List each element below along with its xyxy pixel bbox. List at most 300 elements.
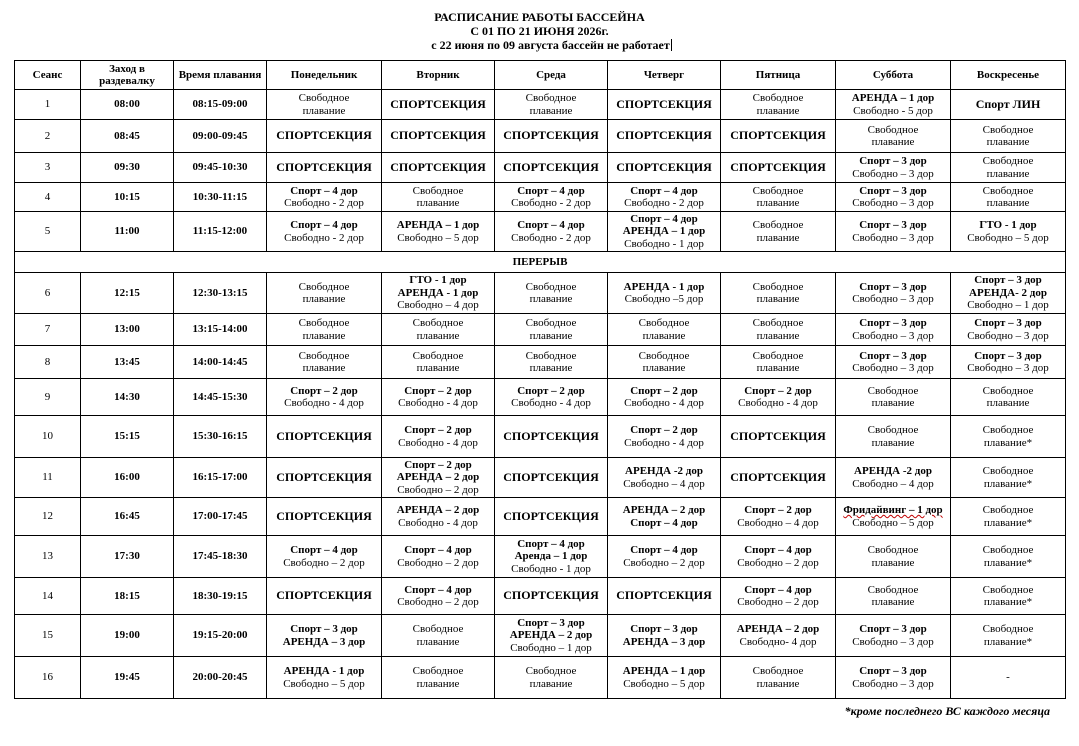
free-swim-text: Свободное	[982, 123, 1034, 136]
free-swim-text: Свободно – 3 дор	[852, 231, 934, 244]
lane-allocation: АРЕНДА – 3 дор	[282, 635, 366, 648]
lane-allocation: Спорт – 2 дор	[290, 384, 358, 397]
free-swim-text: Свободно - 4 дор	[398, 436, 478, 449]
free-swim-text: Свободное	[412, 184, 464, 197]
lane-allocation: Спорт – 4 дор	[404, 544, 472, 556]
table-row	[15, 273, 1066, 314]
free-swim-text: Свободное	[752, 665, 804, 677]
free-swim-text: Свободно – 3 дор	[852, 635, 934, 648]
entry-time: 08:45	[81, 120, 174, 153]
day-cell	[836, 458, 951, 498]
day-cell	[608, 212, 721, 252]
swim-time: 14:45-15:30	[174, 379, 267, 416]
swim-time: 12:30-13:15	[174, 273, 267, 314]
lane-allocation: Спорт – 3 дор	[859, 623, 927, 635]
free-swim-text: Свободное	[982, 544, 1034, 556]
day-cell	[267, 498, 382, 536]
free-swim-text: Свободное	[525, 92, 577, 104]
lane-allocation: Спорт – 4 дор	[290, 544, 358, 556]
lane-allocation: АРЕНДА - 1 дор	[397, 286, 479, 299]
free-swim-text: Свободное	[982, 583, 1034, 596]
swim-time: 18:30-19:15	[174, 578, 267, 615]
free-swim-text: плавание	[986, 136, 1030, 148]
table-row	[15, 183, 1066, 212]
day-cell	[267, 346, 382, 379]
session-number: 11	[15, 458, 81, 498]
free-swim-text: Свободное	[752, 92, 804, 104]
day-cell	[382, 615, 495, 657]
header-title: РАСПИСАНИЕ РАБОТЫ БАССЕЙНА	[434, 10, 645, 24]
free-swim-text: Свободно - 2 дор	[624, 197, 704, 209]
swim-time: 11:15-12:00	[174, 212, 267, 252]
day-cell	[495, 458, 608, 498]
table-row	[15, 120, 1066, 153]
day-cell	[495, 578, 608, 615]
free-swim-text: Свободно – 3 дор	[852, 677, 934, 690]
sport-section-label: СПОРТСЕКЦИЯ	[730, 428, 826, 443]
lane-allocation: Спорт – 3 дор	[859, 184, 927, 197]
free-swim-text: плавание	[871, 436, 915, 449]
day-cell	[495, 153, 608, 183]
free-swim-text: Свободное	[298, 349, 350, 362]
lane-allocation: Спорт – 4 дор	[517, 537, 585, 550]
entry-time: 13:00	[81, 314, 174, 346]
entry-time: 16:45	[81, 498, 174, 536]
table-row	[15, 90, 1066, 120]
day-cell	[836, 120, 951, 153]
break-label: ПЕРЕРЫВ	[15, 252, 1066, 273]
day-cell	[951, 90, 1066, 120]
day-cell	[267, 314, 382, 346]
free-swim-text: Свободно – 3 дор	[967, 329, 1049, 342]
swim-time: 20:00-20:45	[174, 657, 267, 699]
day-cell	[608, 615, 721, 657]
day-cell	[951, 314, 1066, 346]
lane-allocation: Спорт – 2 дор	[744, 504, 812, 516]
day-cell	[721, 578, 836, 615]
entry-time: 19:45	[81, 657, 174, 699]
lane-allocation: Спорт – 4 дор	[290, 184, 358, 197]
header-closure-text: с 22 июня по 09 августа бассейн не работает	[431, 38, 670, 52]
day-cell	[495, 273, 608, 314]
break-row	[15, 252, 1066, 273]
lane-allocation: Спорт – 3 дор	[859, 349, 927, 362]
lane-allocation: АРЕНДА - 1 дор	[623, 280, 705, 293]
sport-section-label: СПОРТСЕКЦИЯ	[276, 588, 372, 603]
free-swim-text: плавание	[642, 329, 686, 342]
free-swim-text: Свободно – 3 дор	[967, 362, 1049, 374]
free-swim-text: Свободно – 1 дор	[510, 641, 592, 654]
free-swim-text: Свободно – 4 дор	[623, 477, 705, 490]
free-swim-text: Свободное	[412, 623, 464, 635]
day-cell	[951, 183, 1066, 212]
free-swim-text: плавание	[529, 677, 573, 690]
free-swim-text: плавание	[756, 231, 800, 244]
free-swim-text: Свободное	[638, 317, 690, 329]
day-cell	[721, 615, 836, 657]
entry-time: 09:30	[81, 153, 174, 183]
session-number: 14	[15, 578, 81, 615]
lane-allocation: Спорт – 3 дор	[630, 623, 698, 635]
free-swim-text: Свободно – 2 дор	[737, 556, 819, 569]
day-cell	[721, 212, 836, 252]
day-cell	[382, 498, 495, 536]
free-swim-text: Свободно – 2 дор	[283, 556, 365, 569]
swim-time: 14:00-14:45	[174, 346, 267, 379]
free-swim-text: Свободно – 2 дор	[397, 483, 479, 496]
free-swim-text: Свободное	[525, 665, 577, 677]
day-cell	[495, 183, 608, 212]
sport-section-label: СПОРТСЕКЦИЯ	[730, 159, 826, 174]
free-swim-text: Свободное	[867, 583, 919, 596]
sport-section-label: СПОРТСЕКЦИЯ	[616, 159, 712, 174]
column-header: Суббота	[836, 61, 951, 90]
day-cell	[951, 615, 1066, 657]
free-swim-text: Свободно – 2 дор	[737, 596, 819, 608]
free-swim-text: плавание	[871, 596, 915, 608]
free-swim-text: плавание	[302, 362, 346, 374]
free-swim-text: плавание	[871, 556, 915, 569]
day-cell	[608, 416, 721, 458]
day-cell	[836, 578, 951, 615]
sport-section-label: СПОРТСЕКЦИЯ	[616, 588, 712, 603]
swim-time: 17:45-18:30	[174, 536, 267, 578]
lane-allocation: Спорт – 2 дор	[630, 384, 698, 397]
free-swim-text: Свободно – 4 дор	[397, 299, 479, 312]
day-cell	[495, 379, 608, 416]
day-cell	[267, 273, 382, 314]
sport-section-label: СПОРТСЕКЦИЯ	[503, 428, 599, 443]
free-swim-text: плавание	[642, 362, 686, 374]
day-cell	[382, 458, 495, 498]
day-cell	[951, 536, 1066, 578]
free-swim-text: плавание*	[983, 596, 1033, 608]
free-swim-text: Свободно - 4 дор	[398, 397, 478, 409]
lane-allocation: Спорт – 2 дор	[404, 424, 472, 436]
sport-section-label: СПОРТСЕКЦИЯ	[616, 96, 712, 111]
day-cell	[267, 183, 382, 212]
day-cell	[382, 346, 495, 379]
free-swim-text: плавание	[756, 362, 800, 374]
free-swim-text: Свободно – 3 дор	[852, 197, 934, 209]
day-cell	[721, 536, 836, 578]
free-swim-text: Свободно – 3 дор	[852, 329, 934, 342]
table-row	[15, 346, 1066, 379]
lane-allocation: Спорт – 4 дор	[744, 544, 812, 556]
column-header: Четверг	[608, 61, 721, 90]
free-swim-text: Свободное	[752, 349, 804, 362]
day-cell	[721, 657, 836, 699]
lane-allocation: Спорт – 4 дор	[744, 583, 812, 596]
lane-allocation: АРЕНДА – 2 дор	[509, 629, 593, 642]
day-cell	[721, 346, 836, 379]
column-header: Вторник	[382, 61, 495, 90]
session-number: 9	[15, 379, 81, 416]
day-cell	[836, 379, 951, 416]
table-row	[15, 578, 1066, 615]
footnote: *кроме последнего ВС каждого месяца	[844, 704, 1050, 718]
table-row	[15, 536, 1066, 578]
free-swim-text: плавание	[529, 293, 573, 305]
day-cell	[382, 183, 495, 212]
entry-time: 16:00	[81, 458, 174, 498]
day-cell	[721, 458, 836, 498]
sport-section-label: СПОРТСЕКЦИЯ	[503, 469, 599, 484]
table-row	[15, 212, 1066, 252]
free-swim-text: Свободное	[298, 317, 350, 329]
free-swim-text: плавание	[416, 635, 460, 648]
free-swim-text: Свободно - 4 дор	[738, 397, 818, 409]
sport-section-label: Спорт ЛИН	[975, 96, 1041, 111]
free-swim-text: Свободно – 3 дор	[852, 362, 934, 374]
day-cell	[836, 615, 951, 657]
sport-section-label: СПОРТСЕКЦИЯ	[390, 96, 486, 111]
day-cell	[608, 153, 721, 183]
free-swim-text: плавание	[416, 362, 460, 374]
session-number: 6	[15, 273, 81, 314]
entry-time: 17:30	[81, 536, 174, 578]
free-swim-text: плавание*	[983, 477, 1033, 490]
day-cell	[267, 536, 382, 578]
table-row	[15, 657, 1066, 699]
day-cell	[495, 314, 608, 346]
day-cell	[495, 536, 608, 578]
day-cell	[951, 416, 1066, 458]
free-swim-text: Свободное	[412, 349, 464, 362]
free-swim-text: Свободное	[982, 184, 1034, 197]
sport-section-label: СПОРТСЕКЦИЯ	[503, 508, 599, 523]
day-cell	[608, 346, 721, 379]
lane-allocation: АРЕНДА – 1 дор	[851, 92, 935, 104]
day-cell	[721, 416, 836, 458]
free-swim-text: Свободно - 4 дор	[284, 397, 364, 409]
sport-section-label: СПОРТСЕКЦИЯ	[276, 428, 372, 443]
day-cell	[382, 657, 495, 699]
free-swim-text: Свободное	[412, 665, 464, 677]
entry-time: 13:45	[81, 346, 174, 379]
free-swim-text: Свободное	[982, 155, 1034, 167]
free-swim-text: Свободно – 5 дор	[397, 231, 479, 244]
table-row	[15, 416, 1066, 458]
lane-allocation: Спорт – 4 дор	[630, 184, 698, 197]
lane-allocation: Спорт – 4 дор	[630, 544, 698, 556]
lane-allocation: АРЕНДА – 3 дор	[622, 635, 706, 648]
lane-allocation: Спорт – 3 дор	[974, 274, 1042, 287]
free-swim-text: Свободное	[982, 384, 1034, 397]
lane-allocation: Спорт – 3 дор	[859, 155, 927, 167]
day-cell	[382, 212, 495, 252]
day-cell	[608, 120, 721, 153]
day-cell	[836, 314, 951, 346]
free-swim-text: Свободно – 2 дор	[623, 556, 705, 569]
lane-allocation: Спорт – 4 дор	[630, 516, 698, 529]
sport-section-label: СПОРТСЕКЦИЯ	[276, 508, 372, 523]
day-cell	[721, 273, 836, 314]
day-cell	[382, 536, 495, 578]
day-cell	[608, 314, 721, 346]
free-swim-text: Свободно - 2 дор	[511, 197, 591, 209]
day-cell	[951, 379, 1066, 416]
free-swim-text: Свободное	[525, 349, 577, 362]
day-cell	[836, 212, 951, 252]
session-number: 3	[15, 153, 81, 183]
day-cell	[495, 498, 608, 536]
free-swim-text: Свободное	[752, 184, 804, 197]
session-number: 1	[15, 90, 81, 120]
day-cell	[382, 120, 495, 153]
sport-section-label: СПОРТСЕКЦИЯ	[276, 469, 372, 484]
column-header: Воскресенье	[951, 61, 1066, 90]
free-swim-text: плавание*	[983, 516, 1033, 529]
swim-time: 09:45-10:30	[174, 153, 267, 183]
day-cell	[382, 416, 495, 458]
free-swim-text: плавание	[416, 677, 460, 690]
sport-section-label: СПОРТСЕКЦИЯ	[276, 128, 372, 143]
day-cell	[608, 458, 721, 498]
lane-allocation: Спорт – 3 дор	[517, 616, 585, 629]
swim-time: 08:15-09:00	[174, 90, 267, 120]
free-swim-text: Свободно - 2 дор	[511, 231, 591, 244]
lane-allocation: АРЕНДА -2 дор	[854, 465, 932, 477]
lane-allocation: Спорт – 3 дор	[974, 349, 1042, 362]
lane-allocation: ГТО - 1 дор	[979, 219, 1037, 231]
day-cell	[608, 183, 721, 212]
entry-time: 19:00	[81, 615, 174, 657]
session-number: 8	[15, 346, 81, 379]
lane-allocation: Спорт – 2 дор	[744, 384, 812, 397]
day-cell	[495, 120, 608, 153]
lane-allocation: АРЕНДА – 2 дор	[622, 504, 706, 516]
lane-allocation: АРЕНДА - 1 дор	[283, 665, 365, 677]
day-cell	[495, 657, 608, 699]
day-cell	[382, 379, 495, 416]
table-row	[15, 153, 1066, 183]
free-swim-text: плавание	[529, 362, 573, 374]
text-cursor	[671, 39, 672, 51]
column-header: Сеанс	[15, 61, 81, 90]
day-cell	[836, 346, 951, 379]
free-swim-text: Свободное	[867, 544, 919, 556]
day-cell	[267, 578, 382, 615]
session-number: 10	[15, 416, 81, 458]
day-cell	[951, 120, 1066, 153]
day-cell	[608, 657, 721, 699]
free-swim-text: Свободное	[867, 424, 919, 436]
free-swim-text: Свободно – 3 дор	[852, 167, 934, 180]
column-header: Время плавания	[174, 61, 267, 90]
schedule-table	[14, 60, 1066, 699]
lane-allocation: Спорт – 4 дор	[404, 583, 472, 596]
free-swim-text: плавание*	[983, 436, 1033, 449]
day-cell	[721, 90, 836, 120]
entry-time: 12:15	[81, 273, 174, 314]
day-cell	[721, 498, 836, 536]
lane-allocation: Спорт – 3 дор	[974, 317, 1042, 329]
entry-time: 14:30	[81, 379, 174, 416]
day-cell	[836, 183, 951, 212]
free-swim-text: плавание	[756, 104, 800, 117]
free-swim-text: плавание*	[983, 635, 1033, 648]
session-number: 2	[15, 120, 81, 153]
schedule-header	[0, 10, 1079, 52]
free-swim-text: Свободно- 4 дор	[739, 635, 817, 648]
swim-time: 10:30-11:15	[174, 183, 267, 212]
day-cell	[721, 120, 836, 153]
day-cell	[951, 498, 1066, 536]
free-swim-text: Свободно – 3 дор	[852, 293, 934, 305]
header-row	[15, 61, 1066, 90]
day-cell	[721, 183, 836, 212]
sport-section-label: СПОРТСЕКЦИЯ	[390, 128, 486, 143]
day-cell	[951, 657, 1066, 699]
free-swim-text: Свободно - 4 дор	[624, 436, 704, 449]
sport-section-label: СПОРТСЕКЦИЯ	[730, 469, 826, 484]
sport-section-label: СПОРТСЕКЦИЯ	[616, 128, 712, 143]
day-cell	[267, 657, 382, 699]
entry-time: 11:00	[81, 212, 174, 252]
free-swim-text: -	[1006, 671, 1010, 684]
free-swim-text: Свободное	[752, 219, 804, 231]
table-row	[15, 458, 1066, 498]
swim-time: 17:00-17:45	[174, 498, 267, 536]
free-swim-text: Свободно – 4 дор	[852, 477, 934, 490]
swim-time: 09:00-09:45	[174, 120, 267, 153]
free-swim-text: плавание	[871, 397, 915, 409]
day-cell	[608, 536, 721, 578]
free-swim-text: Свободно - 1 дор	[624, 237, 704, 250]
free-swim-text: Свободное	[298, 280, 350, 293]
free-swim-text: Свободно – 2 дор	[397, 556, 479, 569]
free-swim-text: Свободное	[867, 384, 919, 397]
lane-allocation: Спорт – 2 дор	[517, 384, 585, 397]
day-cell	[267, 416, 382, 458]
day-cell	[721, 314, 836, 346]
day-cell	[608, 578, 721, 615]
lane-allocation: Фридайвинг – 1 дор	[843, 504, 943, 516]
day-cell	[836, 416, 951, 458]
column-header: Заход в раздевалку	[81, 61, 174, 90]
day-cell	[608, 90, 721, 120]
table-row	[15, 379, 1066, 416]
day-cell	[836, 498, 951, 536]
free-swim-text: Свободно – 5 дор	[283, 677, 365, 690]
sport-section-label: СПОРТСЕКЦИЯ	[503, 159, 599, 174]
day-cell	[836, 90, 951, 120]
day-cell	[836, 153, 951, 183]
free-swim-text: плавание*	[983, 556, 1033, 569]
day-cell	[382, 90, 495, 120]
free-swim-text: Свободное	[752, 280, 804, 293]
table-row	[15, 314, 1066, 346]
lane-allocation: Спорт – 4 дор	[630, 212, 698, 225]
day-cell	[267, 153, 382, 183]
entry-time: 10:15	[81, 183, 174, 212]
lane-allocation: Аренда – 1 дор	[514, 550, 588, 563]
day-cell	[951, 212, 1066, 252]
free-swim-text: плавание	[986, 197, 1030, 209]
day-cell	[267, 212, 382, 252]
day-cell	[495, 90, 608, 120]
free-swim-text: плавание	[302, 104, 346, 117]
day-cell	[382, 578, 495, 615]
swim-time: 13:15-14:00	[174, 314, 267, 346]
table-row	[15, 498, 1066, 536]
free-swim-text: Свободное	[638, 349, 690, 362]
session-number: 5	[15, 212, 81, 252]
free-swim-text: плавание	[986, 397, 1030, 409]
day-cell	[495, 416, 608, 458]
free-swim-text: плавание	[756, 329, 800, 342]
